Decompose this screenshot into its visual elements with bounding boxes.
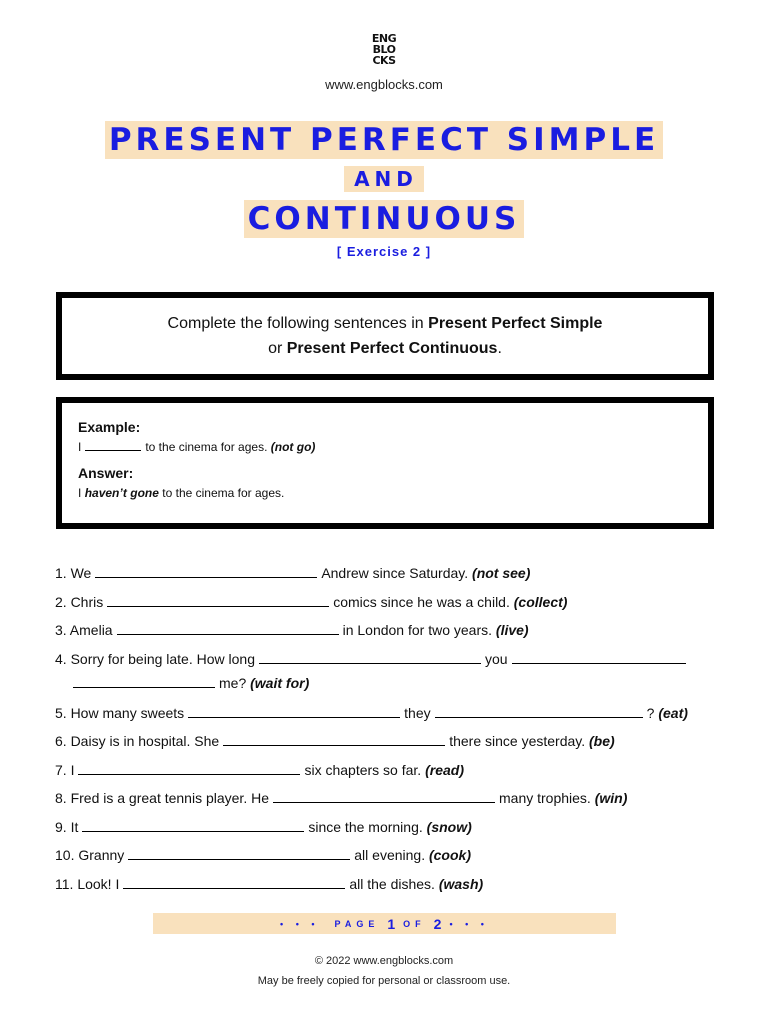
question-text: there since yesterday.: [449, 733, 586, 749]
instr-bold-continuous: Present Perfect Continuous: [286, 340, 498, 357]
verb-hint: (collect): [513, 593, 568, 610]
answer-blank[interactable]: [95, 563, 317, 578]
logo-line: BLO: [372, 43, 396, 56]
verb-hint: (snow): [426, 818, 472, 835]
question-text: in London for two years.: [342, 622, 493, 638]
example-rest: to the cinema for ages.: [145, 440, 268, 454]
question-text: 4. Sorry for being late. How long: [55, 650, 255, 667]
question-10: [55, 843, 715, 872]
logo-line: ENG: [371, 32, 397, 45]
question-6: [55, 729, 715, 758]
total-pages: 2: [433, 915, 442, 932]
instr-text: Complete the following sentences in: [167, 315, 429, 332]
site-url: www.engblocks.com: [325, 77, 443, 92]
of-word: OF: [403, 918, 426, 929]
answer-blank[interactable]: [107, 592, 329, 607]
example-hint: (not go): [270, 440, 316, 454]
question-7: [55, 758, 715, 787]
question-text: 5. How many sweets: [55, 704, 185, 721]
question-text: 8. Fred is a great tennis player. He: [55, 790, 269, 806]
verb-hint: (wash): [438, 875, 484, 892]
verb-hint: (wait for): [250, 674, 310, 691]
question-text: 3. Amelia: [55, 622, 113, 638]
answer-verb: haven’t gone: [84, 486, 159, 500]
current-page: 1: [387, 915, 396, 932]
page-indicator: [153, 913, 616, 934]
question-text: 10. Granny: [55, 847, 125, 863]
instructions-box: [56, 292, 714, 380]
exercise-tag: [ Exercise 2 ]: [336, 244, 432, 259]
instr-text: or: [268, 340, 287, 357]
answer-subject: I: [78, 486, 82, 500]
title-line-1: PRESENT PERFECT SIMPLE: [105, 121, 663, 159]
usage-note: May be freely copied for personal or classroom use.: [257, 975, 511, 987]
question-9: [55, 815, 715, 844]
verb-hint: (read): [425, 761, 464, 778]
example-sentence: [78, 437, 692, 457]
verb-hint: (cook): [428, 847, 471, 863]
instructions-line-2: [268, 336, 502, 361]
question-text: Andrew since Saturday.: [321, 565, 469, 581]
title-line-2: AND: [344, 166, 424, 192]
answer-blank[interactable]: [188, 703, 400, 718]
question-text: they: [404, 704, 431, 721]
page-dots-right: • • •: [449, 918, 489, 929]
question-4-line-2: [55, 671, 715, 695]
example-box: [56, 397, 714, 529]
answer-blank[interactable]: [123, 874, 345, 889]
answer-blank[interactable]: [223, 731, 445, 746]
footer: [0, 951, 768, 991]
answer-label: Answer:: [78, 465, 134, 481]
page-dots-left: • • •: [280, 918, 320, 929]
page-word: PAGE: [334, 918, 380, 929]
answer-blank[interactable]: [78, 760, 300, 775]
title-line-2-wrap: [0, 166, 768, 192]
question-list: [55, 561, 715, 900]
question-8: [55, 786, 715, 815]
verb-hint: (live): [495, 622, 529, 638]
answer-blank[interactable]: [128, 845, 350, 860]
example-blank: [85, 440, 141, 451]
title-line-3: CONTINUOUS: [244, 200, 525, 238]
question-text: all evening.: [354, 847, 426, 863]
question-3: [55, 618, 715, 647]
question-text: ?: [646, 704, 655, 721]
example-label: Example:: [78, 419, 141, 435]
question-2: [55, 590, 715, 619]
question-text: 6. Daisy is in hospital. She: [55, 733, 220, 749]
example-subject: I: [78, 440, 82, 454]
question-text: comics since he was a child.: [333, 593, 510, 610]
question-text: you: [485, 650, 508, 667]
title-line-3-wrap: [0, 200, 768, 238]
answer-blank[interactable]: [435, 703, 643, 718]
question-text: me?: [219, 674, 247, 691]
question-text: six chapters so far.: [304, 761, 422, 778]
question-text: many trophies.: [499, 790, 591, 806]
answer-blank[interactable]: [259, 649, 481, 664]
copyright: © 2022 www.engblocks.com: [314, 955, 454, 967]
instr-bold-simple: Present Perfect Simple: [428, 315, 603, 332]
question-1: [55, 561, 715, 590]
engblocks-logo: [366, 33, 402, 66]
answer-blank[interactable]: [512, 649, 686, 664]
verb-hint: (not see): [472, 565, 531, 581]
question-4: [55, 647, 715, 701]
answer-blank[interactable]: [273, 788, 495, 803]
title-line-1-wrap: [0, 121, 768, 159]
instr-text: .: [497, 340, 502, 357]
answer-blank[interactable]: [73, 673, 215, 688]
question-11: [55, 872, 715, 901]
answer-blank[interactable]: [82, 817, 304, 832]
verb-hint: (win): [594, 790, 628, 806]
question-5: [55, 701, 715, 730]
question-4-line-1: [55, 647, 715, 671]
question-text: 9. It: [55, 818, 79, 835]
question-text: 1. We: [55, 565, 92, 581]
verb-hint: (be): [589, 733, 615, 749]
instructions-line-1: [168, 311, 603, 336]
question-text: 11. Look! I: [55, 875, 120, 892]
question-text: since the morning.: [308, 818, 423, 835]
answer-blank[interactable]: [117, 620, 339, 635]
answer-rest: to the cinema for ages.: [162, 486, 285, 500]
verb-hint: (eat): [658, 704, 688, 721]
question-text: 2. Chris: [55, 593, 104, 610]
question-text: all the dishes.: [349, 875, 435, 892]
logo-line: CKS: [372, 54, 396, 67]
answer-sentence: [78, 483, 692, 503]
question-text: 7. I: [55, 761, 75, 778]
